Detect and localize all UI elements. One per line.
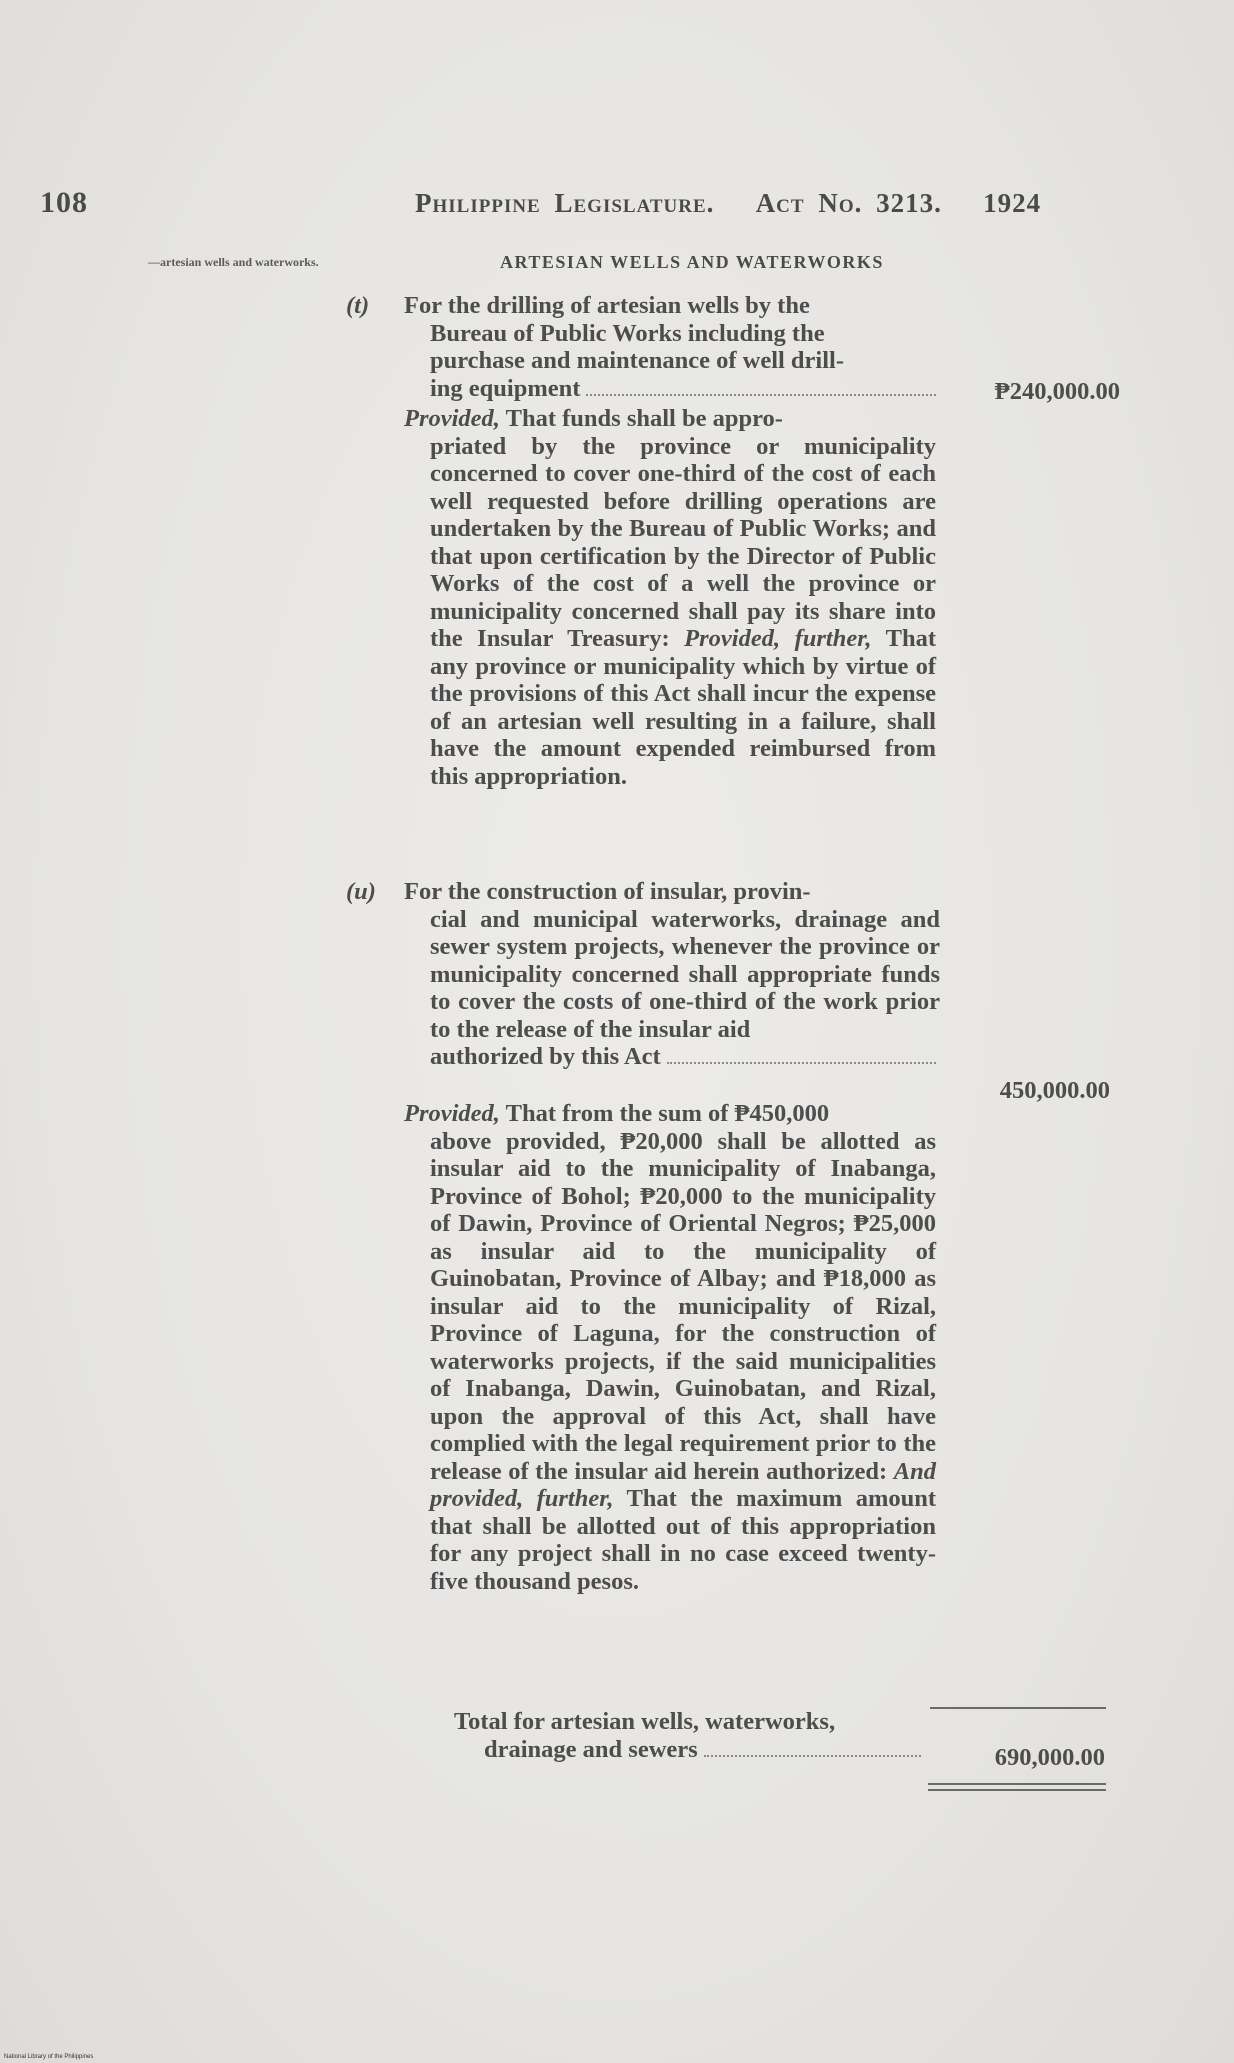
page-number: 108 <box>40 186 88 219</box>
total-block <box>440 1708 925 1763</box>
item-t-line4: ing equipment <box>404 375 940 403</box>
proviso-t-first: Provided, That funds shall be appro- <box>404 405 783 432</box>
dot-leader <box>586 393 936 396</box>
proviso-u-first: Provided, That from the sum of ₱450,000 <box>404 1100 830 1127</box>
item-t-description <box>404 292 940 402</box>
running-head <box>415 188 1041 219</box>
total-double-rule-2 <box>928 1789 1106 1791</box>
item-t-line3: purchase and maintenance of well drill- <box>430 347 845 374</box>
proviso-t-body: priated by the province or municipality concerned to cover one-third of the cost of each well requested before drilling operations are undertaken by the Bureau of Public Works; and that upon certification by the Director of Public Works of the cost of a well the province or municipality concerned shall pay its share into the Insular Treasury: Provided, further, That any province or municipality which by virtue of the provisions of this Act shall incur the expense of an artesian well resulting in a failure, shall have the amount expended reimbursed from this appropriation. <box>430 432 937 790</box>
total-rule-top <box>930 1707 1106 1709</box>
proviso-t <box>404 405 936 790</box>
footer-credit: National Library of the Philippines <box>4 2054 94 2060</box>
proviso-u <box>404 1100 936 1595</box>
item-t <box>346 292 936 407</box>
item-u-body: cial and municipal waterworks, drainage and sewer system projects, whenever the province or municipality concerned shall appropriate funds to cover the costs of one-third of the work prior to the release of the insular aid <box>430 905 940 1043</box>
section-heading: ARTESIAN WELLS AND WATERWORKS <box>500 252 884 272</box>
total-amount: 690,000.00 <box>994 1744 1105 1771</box>
running-head-act: Act No. 3213. <box>755 188 942 218</box>
dot-leader <box>667 1061 936 1064</box>
item-u-description <box>404 878 940 1071</box>
proviso-u-body: above provided, ₱20,000 shall be allotted as insular aid to the municipality of Inabanga, Province of Bohol; ₱20,000 to the municipality of Dawin, Province of Oriental Negros; ₱25,000 as insular aid to the municipality of Guinobatan, Province of Albay; and ₱18,000 as insular aid to the municipality of Rizal, Province of Laguna, for the construction of waterworks projects, if the said municipalities of Inabanga, Dawin, Guinobatan, and Rizal, upon the approval of this Act, shall have complied with the legal requirement prior to the release of the insular aid herein authorized: And provided, further, That the maximum amount that shall be allotted out of this appropriation for any project shall in no case exceed twenty-five thousand pesos. <box>430 1127 937 1595</box>
item-t-line2: Bureau of Public Works including the <box>430 319 825 347</box>
margin-note: —artesian wells and waterworks. <box>148 255 319 269</box>
item-t-line1: For the drilling of artesian wells by the <box>404 292 810 319</box>
total-line2: drainage and sewers <box>440 1736 925 1764</box>
item-u-line1: For the construction of insular, provin- <box>404 878 811 905</box>
running-head-year: 1924 <box>983 188 1042 218</box>
amount-t: ₱240,000.00 <box>994 378 1120 405</box>
item-u <box>346 878 940 1103</box>
amount-u: 450,000.00 <box>999 1077 1110 1104</box>
total-double-rule-1 <box>928 1783 1106 1785</box>
item-u-letter: (u) <box>346 878 376 905</box>
dot-leader <box>704 1755 921 1757</box>
total-line1: Total for artesian wells, waterworks, <box>454 1708 836 1735</box>
item-t-letter: (t) <box>346 292 370 319</box>
item-u-last-line: authorized by this Act <box>404 1043 940 1071</box>
running-head-legislature: Philippine Legislature. <box>415 188 715 218</box>
